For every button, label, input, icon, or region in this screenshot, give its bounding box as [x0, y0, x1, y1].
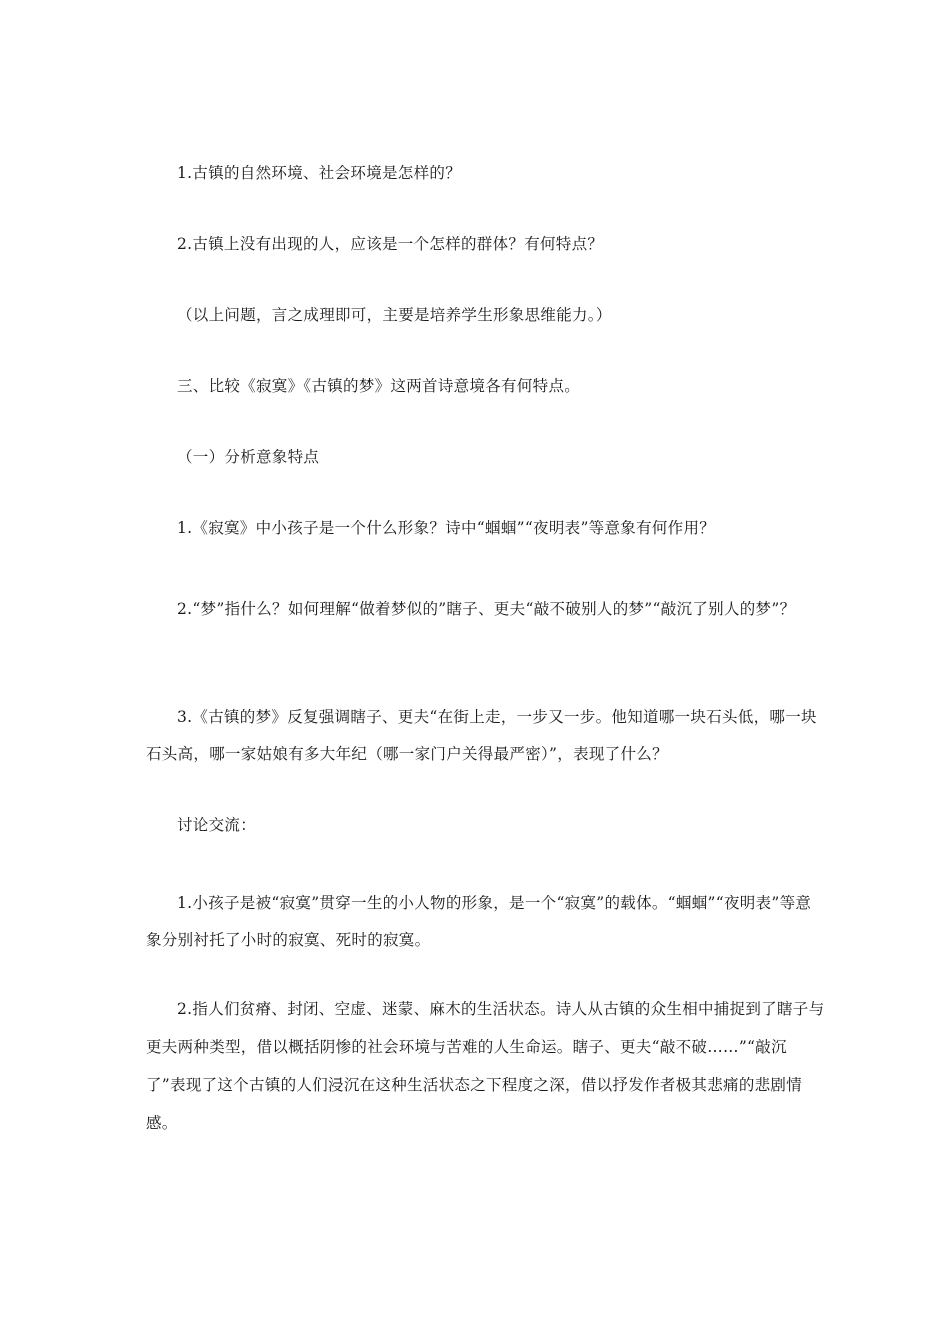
analysis-question-3: 3.《古镇的梦》反复强调瞎子、更夫“在街上走，一步又一步。他知道哪一块石头低，哪一块石头高，哪一家姑娘有多大年纪（哪一家门户关得最严密）”，表现了什么？: [146, 708, 817, 763]
analysis-question-1: 1.《寂寞》中小孩子是一个什么形象？诗中“蝈蝈”“夜明表”等意象有何作用？: [177, 519, 716, 537]
discussion-answer-2: 2.指人们贫瘠、封闭、空虚、迷蒙、麻木的生活状态。诗人从古镇的众生相中捕捉到了瞎子与更夫两种类型，借以概括阴惨的社会环境与苦难的人生命运。瞎子、更夫“敲不破……”“敲沉了”表现了这个古镇的人们浸沉在这种生活状态之下程度之深，借以抒发作者极其悲痛的悲剧情感。: [146, 1000, 825, 1132]
analysis-question-2: 2.“梦”指什么？如何理解“做着梦似的”瞎子、更夫“敲不破别人的梦”“敲沉了别人的梦”？: [177, 600, 796, 618]
question-2: 2.古镇上没有出现的人，应该是一个怎样的群体？有何特点？: [177, 235, 604, 253]
section-heading-three: 三、比较《寂寞》《古镇的梦》这两首诗意境各有何特点。: [177, 377, 581, 395]
discussion-heading: 讨论交流：: [177, 816, 257, 834]
note-paragraph: （以上问题，言之成理即可，主要是培养学生形象思维能力。）: [177, 306, 612, 324]
discussion-answer-1: 1.小孩子是被“寂寞”贯穿一生的小人物的形象，是一个“寂寞”的载体。“蝈蝈”“夜明表”等意象分别衬托了小时的寂寞、死时的寂寞。: [146, 894, 812, 949]
subsection-heading: （一）分析意象特点: [177, 448, 320, 466]
question-1: 1.古镇的自然环境、社会环境是怎样的？: [177, 164, 461, 182]
